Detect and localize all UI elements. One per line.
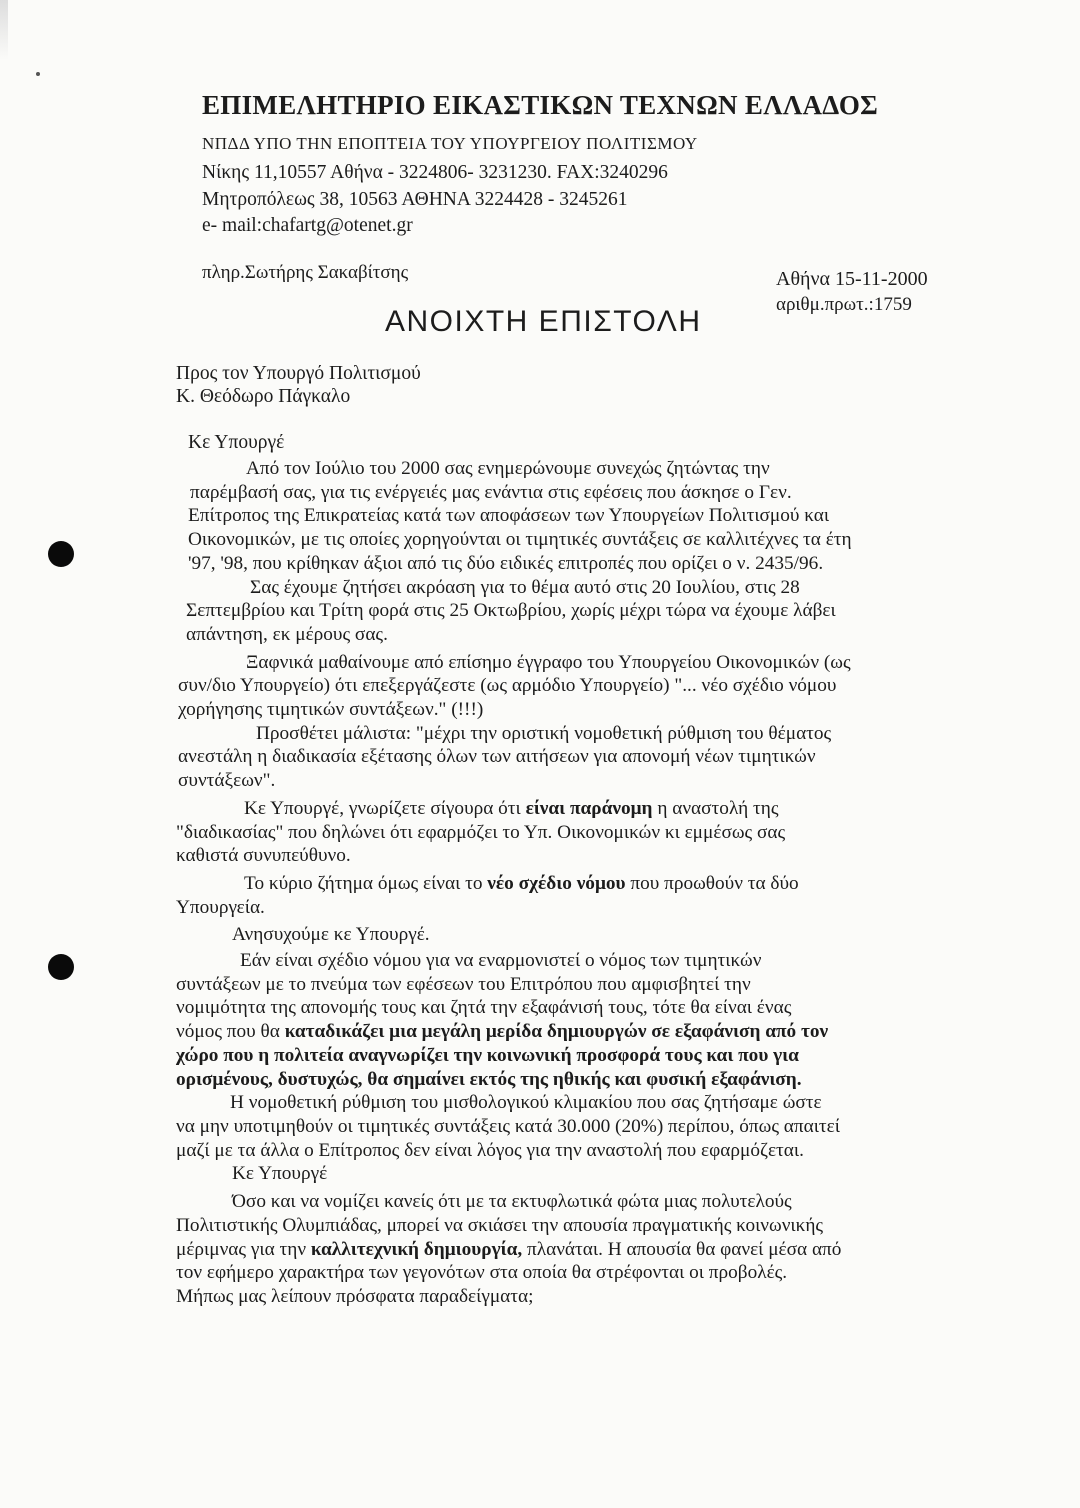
- address-line-2: Μητροπόλεως 38, 10563 ΑΘΗΝΑ 3224428 - 3245261: [202, 189, 628, 210]
- body-text: νόμος που θα: [176, 1021, 285, 1043]
- address-line-1: Νίκης 11,10557 Αθήνα - 3224806- 3231230. FAX:3240296: [202, 162, 668, 183]
- body-line: παρέμβασή σας, για τις ενέργειές μας ενάντια στις εφέσεις που άσκησε ο Γεν.: [190, 481, 792, 503]
- scan-speck: [36, 72, 40, 76]
- body-line: να μην υποτιμηθούν οι τιμητικές συντάξεις κατά 30.000 (20%) περίπου, όπως απαιτεί: [176, 1115, 840, 1137]
- recipient-line-1: Προς τον Υπουργό Πολιτισμού: [176, 363, 421, 384]
- body-text: που προωθούν τα δύο: [625, 872, 799, 894]
- body-line: Η νομοθετική ρύθμιση του μισθολογικού κλιμακίου που σας ζητήσαμε ώστε: [230, 1092, 822, 1114]
- body-line: Όσο και να νομίζει κανείς ότι με τα εκτυφλωτικά φώτα μιας πολυτελούς: [232, 1191, 792, 1213]
- body-line: Προσθέτει μάλιστα: "μέχρι την οριστική νομοθετική ρύθμιση του θέματος: [256, 722, 832, 744]
- body-line: Μήπως μας λείπουν πρόσφατα παραδείγματα;: [176, 1285, 534, 1307]
- body-line: Σας έχουμε ζητήσει ακρόαση για το θέμα αυτό στις 20 Ιουλίου, στις 28: [250, 576, 800, 598]
- scan-edge: [0, 0, 8, 60]
- body-text: Κε Υπουργέ, γνωρίζετε σίγουρα ότι: [244, 797, 526, 819]
- organization-name: ΕΠΙΜΕΛΗΤΗΡΙΟ ΕΙΚΑΣΤΙΚΩΝ ΤΕΧΝΩΝ ΕΛΛΑΔΟΣ: [202, 90, 879, 120]
- body-line: ανεστάλη η διαδικασία εξέτασης όλων των αιτήσεων για απονομή νέων τιμητικών: [178, 746, 816, 768]
- body-text: μέριμνας για την: [176, 1238, 311, 1260]
- body-line: Πολιτιστικής Ολυμπιάδας, μπορεί να σκιάσει την απουσία πραγματικής κοινωνικής: [176, 1214, 824, 1236]
- body-line: καθιστά συνυπεύθυνο.: [176, 845, 351, 867]
- body-line: συντάξεων με το πνεύμα των εφέσεων του Επιτρόπου που αμφισβητεί την: [176, 973, 751, 995]
- emphasis-text: καταδικάζει μια μεγάλη μερίδα δημιουργών σε εξαφάνιση από τον: [284, 1021, 829, 1043]
- body-line: χώρο που η πολιτεία αναγνωρίζει την κοινωνική προσφορά τους και που για: [176, 1044, 799, 1066]
- body-line: "διαδικασίας" που δηλώνει ότι εφαρμόζει το Υπ. Οικονομικών κι εμμέσως σας: [176, 821, 786, 843]
- organization-subtitle: ΝΠΔΔ ΥΠΟ ΤΗΝ ΕΠΟΠΤΕΙΑ ΤΟΥ ΥΠΟΥΡΓΕΙΟΥ ΠΟΛΙΤΙΣΜΟΥ: [202, 134, 698, 153]
- body-line: τον εφήμερο χαρακτήρα των γεγονότων στα οποία θα στρέφονται οι προβολές.: [176, 1262, 788, 1284]
- emphasis-artistic-creation: καλλιτεχνική δημιουργία,: [310, 1238, 523, 1260]
- body-line: απάντηση, εκ μέρους σας.: [186, 623, 388, 645]
- body-line: Ξαφνικά μαθαίνουμε από επίσημο έγγραφο του Υπουργείου Οικονομικών (ως: [246, 651, 851, 673]
- body-line: Σεπτεμβρίου και Τρίτη φορά στις 25 Οκτωβρίου, χωρίς μέχρι τώρα να έχουμε λάβει: [186, 600, 836, 622]
- body-line: συν/διο Υπουργείο) ότι επεξεργάζεστε (ως αρμόδιο Υπουργείο) "... νέο σχέδιο νόμου: [178, 675, 837, 697]
- sender-info: πληρ.Σωτήρης Σακαβίτσης: [202, 262, 409, 283]
- body-line: Υπουργεία.: [176, 896, 265, 918]
- letter-title: ΑΝΟΙΧΤΗ ΕΠΙΣΤΟΛΗ: [385, 305, 702, 338]
- body-line: [176, 1238, 956, 1262]
- letter-body: [176, 457, 956, 1309]
- protocol-number: αριθμ.πρωτ.:1759: [776, 294, 912, 315]
- body-line: μαζί με τα άλλα ο Επίτροπος δεν είναι λόγος για την αναστολή που εφαρμόζεται.: [176, 1139, 804, 1161]
- body-line: Επίτροπος της Επικρατείας κατά των αποφάσεων των Υπουργείων Πολιτισμού και: [188, 505, 830, 527]
- email-line: e- mail:chafartg@otenet.gr: [202, 215, 413, 236]
- body-line: [176, 797, 956, 821]
- body-line: '97, '98, που κρίθηκαν άξιοι από τις δύο ειδικές επιτροπές που ορίζει ο ν. 2435/96.: [188, 552, 824, 574]
- body-text: η αναστολή της: [652, 797, 779, 819]
- body-line: [176, 872, 956, 896]
- body-line: Οικονομικών, με τις οποίες χορηγούνται οι τιμητικές συντάξεις σε καλλιτέχνες τα έτη: [188, 529, 852, 551]
- body-line: [176, 1020, 956, 1044]
- body-line: χορήγησης τιμητικών συντάξεων." (!!!): [178, 699, 484, 721]
- body-line: Ανησυχούμε κε Υπουργέ.: [232, 924, 430, 946]
- body-line: Εάν είναι σχέδιο νόμου για να εναρμονιστεί ο νόμος των τιμητικών: [240, 950, 762, 972]
- greeting: Κε Υπουργέ: [188, 432, 285, 453]
- emphasis-new-bill: νέο σχέδιο νόμου: [487, 872, 626, 894]
- body-line: Από τον Ιούλιο του 2000 σας ενημερώνουμε συνεχώς ζητώντας την: [246, 458, 770, 479]
- letter-date: Αθήνα 15-11-2000: [776, 268, 928, 290]
- body-line: ορισμένους, δυστυχώς, θα σημαίνει εκτός της ηθικής και φυσική εξαφάνιση.: [176, 1068, 802, 1090]
- emphasis-illegal: είναι παράνομη: [525, 797, 653, 819]
- punch-hole: [48, 954, 74, 980]
- body-text: πλανάται. Η απουσία θα φανεί μέσα από: [522, 1238, 842, 1260]
- body-line: Κε Υπουργέ: [232, 1163, 328, 1185]
- body-line: νομιμότητα της απονομής τους και ζητά την εξαφάνισή τους, τότε θα είναι ένας: [176, 997, 792, 1019]
- punch-hole: [48, 541, 74, 567]
- body-text: Το κύριο ζήτημα όμως είναι το: [244, 872, 488, 894]
- body-line: συντάξεων".: [178, 770, 276, 792]
- recipient-line-2: Κ. Θεόδωρο Πάγκαλο: [176, 386, 351, 407]
